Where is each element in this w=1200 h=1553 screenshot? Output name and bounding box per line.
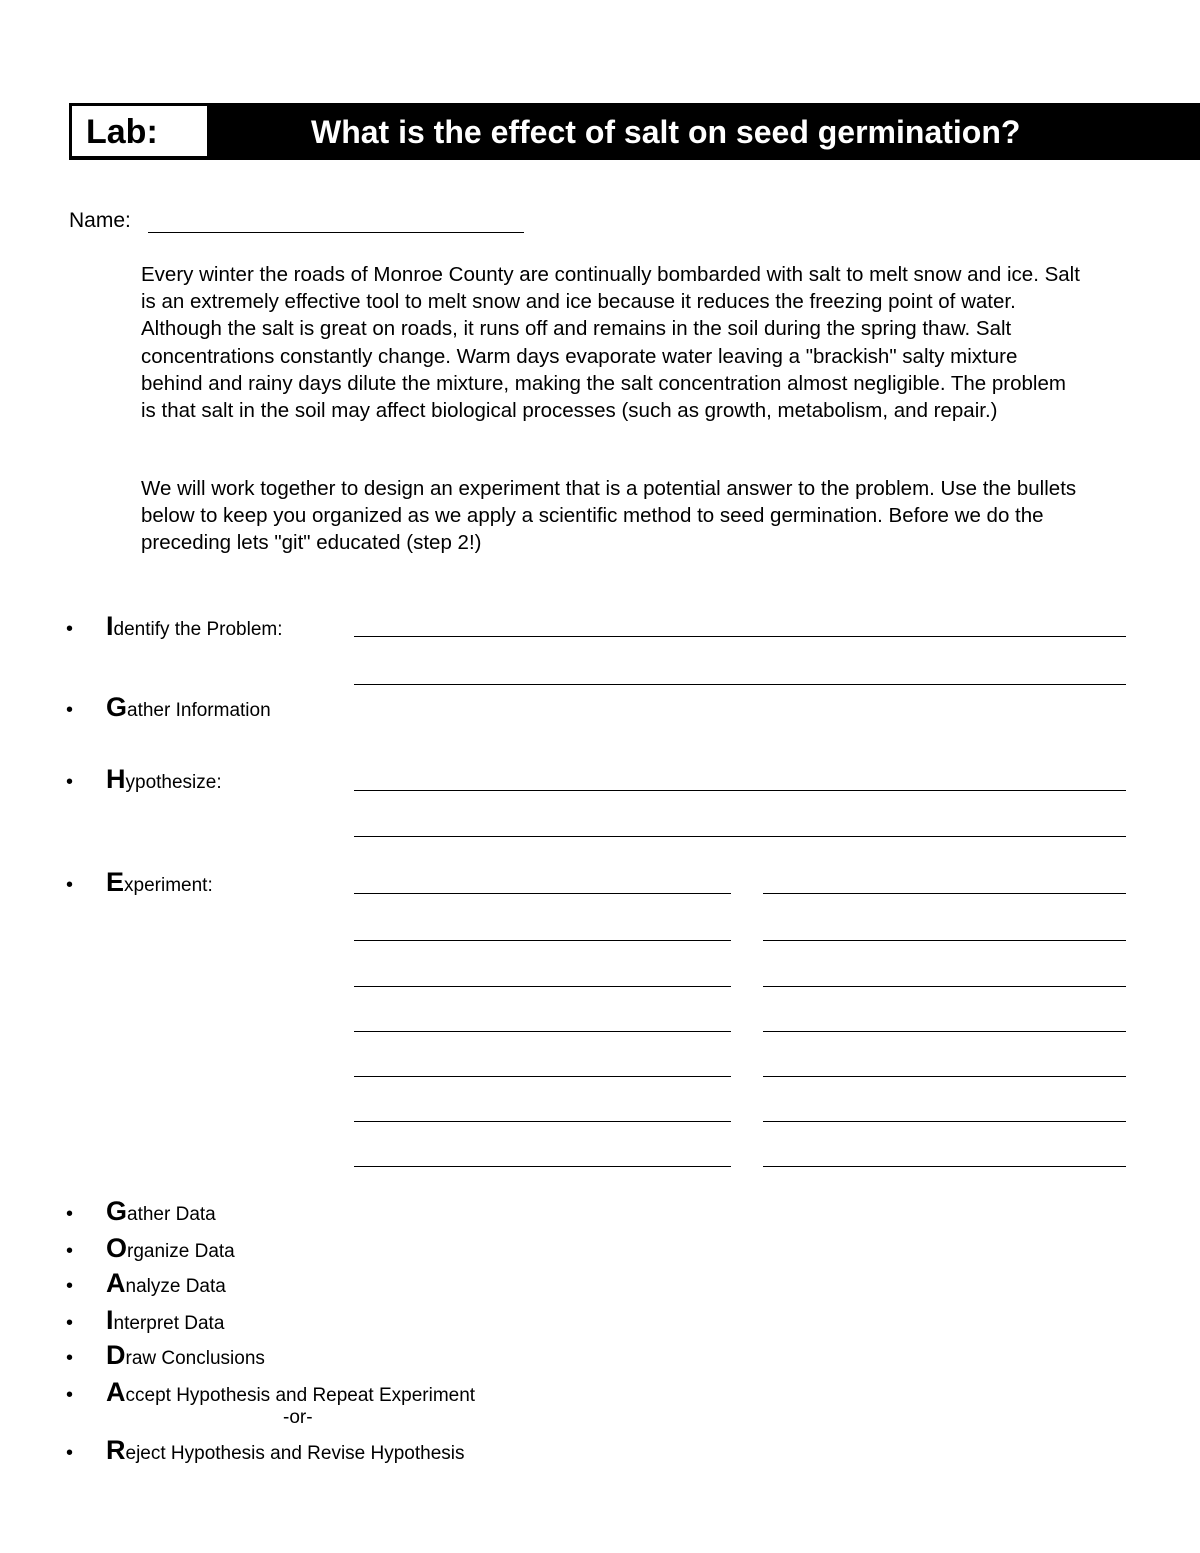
- name-label: Name:: [69, 209, 131, 232]
- experiment-answer-line[interactable]: [354, 940, 731, 941]
- experiment-answer-line[interactable]: [354, 1166, 731, 1167]
- step-gather-information: • Gather Information: [66, 692, 271, 726]
- bullet-dot: •: [66, 1203, 74, 1225]
- experiment-answer-line[interactable]: [763, 1166, 1126, 1167]
- step-accept-hypothesis: • Accept Hypothesis and Repeat Experiment: [66, 1377, 475, 1411]
- bullet-dot: •: [66, 1240, 74, 1262]
- name-field-line[interactable]: [148, 232, 524, 233]
- experiment-answer-line[interactable]: [763, 940, 1126, 941]
- identify-answer-line[interactable]: [354, 636, 1126, 637]
- bullet-dot: •: [66, 874, 74, 896]
- experiment-answer-line[interactable]: [763, 893, 1126, 894]
- experiment-answer-line[interactable]: [354, 893, 731, 894]
- experiment-answer-line[interactable]: [763, 1076, 1126, 1077]
- experiment-answer-line[interactable]: [354, 1121, 731, 1122]
- step-experiment: • Experiment:: [66, 867, 213, 901]
- step-interpret-data: • Interpret Data: [66, 1305, 224, 1339]
- hypothesis-answer-line[interactable]: [354, 836, 1126, 837]
- step-reject-hypothesis: • Reject Hypothesis and Revise Hypothesis: [66, 1435, 465, 1469]
- step-gather-data: • Gather Data: [66, 1196, 216, 1230]
- bullet-dot: •: [66, 771, 74, 793]
- experiment-answer-line[interactable]: [763, 986, 1126, 987]
- bullet-dot: •: [66, 1312, 74, 1334]
- instructions-paragraph: We will work together to design an experiment that is a potential answer to the problem. Use the bullets below to keep you organized as we apply a scientific method to seed germination. Before we do the preceding lets "git" educated (step 2!): [141, 477, 1077, 555]
- step-hypothesize: • Hypothesize:: [66, 764, 222, 798]
- step-analyze-data: • Analyze Data: [66, 1268, 226, 1302]
- step-identify: • Identify the Problem:: [66, 611, 283, 645]
- page-title: What is the effect of salt on seed germination?: [311, 114, 1021, 150]
- experiment-answer-line[interactable]: [354, 986, 731, 987]
- bullet-dot: •: [66, 1384, 74, 1406]
- experiment-answer-line[interactable]: [763, 1121, 1126, 1122]
- intro-paragraph: Every winter the roads of Monroe County are continually bombarded with salt to melt snow and ice. Salt is an extremely effective tool to melt snow and ice because it reduces the freezing point of water. Although the salt is great on roads, it runs off and remains in the soil during the spring thaw. Salt concentrations constantly change. Warm days evaporate water leaving a "brackish" salty mixture behind and rainy days dilute the mixture, making the salt concentration almost negligible. The problem is that salt in the soil may affect biological processes (such as growth, metabolism, and repair.): [141, 263, 1080, 423]
- lab-label: Lab:: [86, 113, 158, 151]
- bullet-dot: •: [66, 1275, 74, 1297]
- experiment-answer-line[interactable]: [354, 1076, 731, 1077]
- step-organize-data: • Organize Data: [66, 1233, 235, 1267]
- experiment-answer-line[interactable]: [763, 1031, 1126, 1032]
- experiment-answer-line[interactable]: [354, 1031, 731, 1032]
- step-draw-conclusions: • Draw Conclusions: [66, 1340, 265, 1374]
- bullet-dot: •: [66, 1347, 74, 1369]
- bullet-dot: •: [66, 618, 74, 640]
- or-separator: -or-: [283, 1407, 313, 1428]
- bullet-dot: •: [66, 1442, 74, 1464]
- hypothesis-answer-line[interactable]: [354, 790, 1126, 791]
- identify-answer-line[interactable]: [354, 684, 1126, 685]
- bullet-dot: •: [66, 699, 74, 721]
